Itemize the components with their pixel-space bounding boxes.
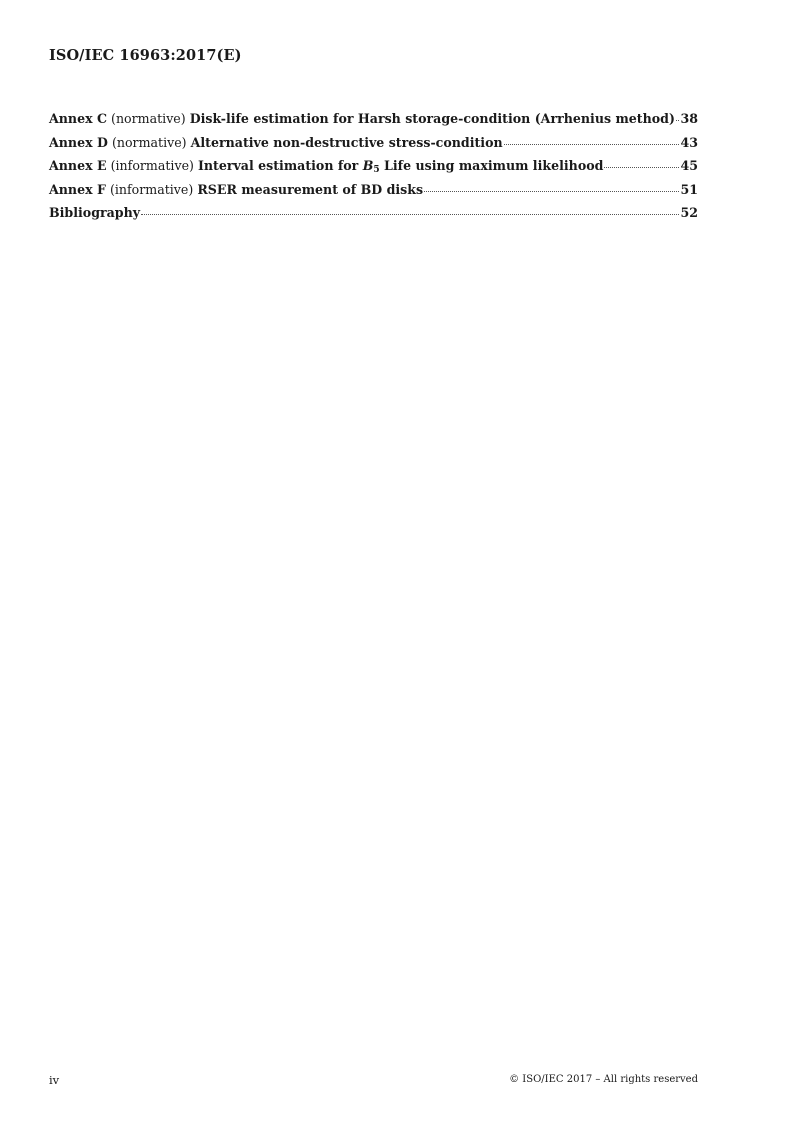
toc-entry-title: Bibliography [49,205,141,220]
toc-page-number: 52 [680,205,698,220]
toc-page-number: 51 [680,181,698,197]
toc-annex-title: RSER measurement of BD disks [197,181,424,197]
toc-annex-title [198,158,603,173]
toc-entry-annex-c[interactable] [49,111,698,135]
toc-title-part: Interval estimation for [197,158,363,173]
toc-annex-kind: (normative) [111,134,187,150]
footer-page-number: iv [49,1073,60,1087]
toc-title-variable: B [362,158,374,173]
toc-entry-bibliography[interactable] [49,205,698,229]
toc-annex-label: Annex E [49,158,107,173]
toc-entry-text [49,135,503,150]
toc-entry-annex-e[interactable] [49,158,698,182]
toc-entry-text [49,111,675,126]
toc-leader-dots [604,167,679,168]
toc-leader-dots [504,144,680,145]
toc-title-part: Life using maximum likelihood [379,158,604,173]
toc-title-subscript: 5 [373,165,380,175]
toc-annex-label: Annex C [49,111,108,126]
toc-annex-kind: (informative) [109,181,194,197]
toc-entry-annex-f[interactable] [49,182,698,206]
footer-copyright: © ISO/IEC 2017 – All rights reserved [509,1074,698,1085]
toc-annex-label: Annex D [49,134,108,150]
table-of-contents [49,111,698,229]
toc-annex-kind: (normative) [111,111,186,126]
toc-leader-dots [424,191,679,192]
toc-leader-dots [141,214,679,215]
toc-page-number: 45 [680,158,698,173]
toc-annex-label: Annex F [49,181,106,197]
toc-page-number: 38 [680,111,698,126]
toc-entry-text [49,182,423,197]
toc-annex-title: Alternative non-destructive stress-condition [190,134,503,150]
toc-entry-text [49,158,603,173]
toc-entry-annex-d[interactable] [49,135,698,159]
toc-annex-kind: (informative) [110,158,194,173]
toc-leader-dots [676,120,680,121]
toc-annex-title: Disk-life estimation for Harsh storage-condition (Arrhenius method) [189,111,675,126]
toc-page-number: 43 [680,134,698,150]
page-header-doc-id: ISO/IEC 16963:2017(E) [49,47,242,64]
